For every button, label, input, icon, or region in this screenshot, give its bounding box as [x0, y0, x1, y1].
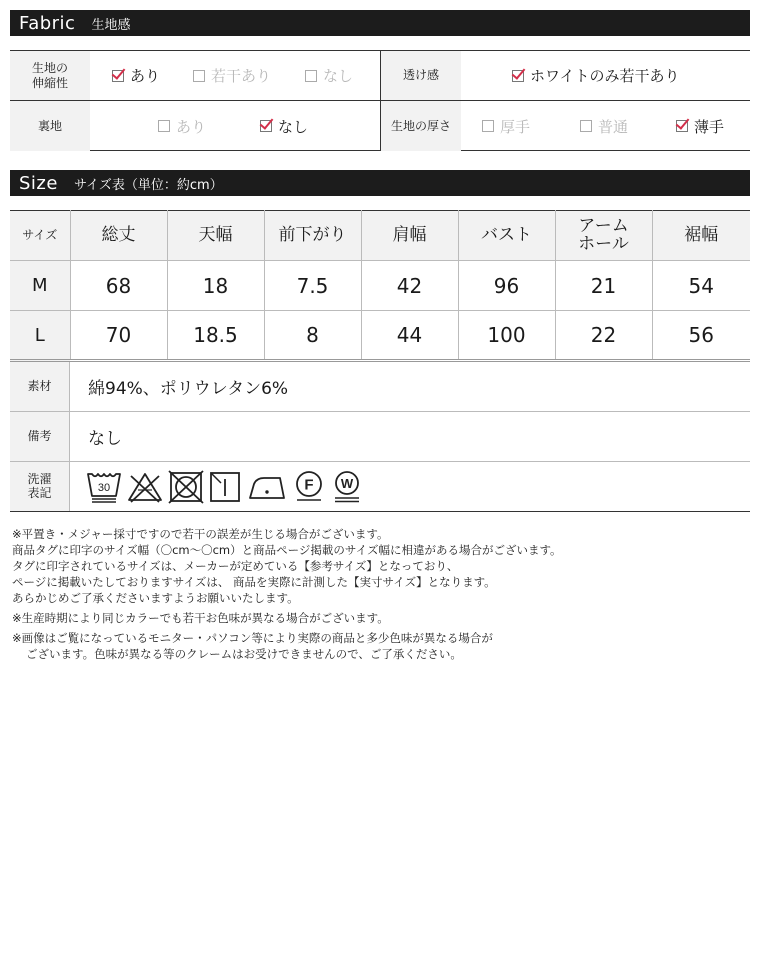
thickness-option-thick[interactable]	[482, 101, 530, 151]
sheer-option-white-slight[interactable]	[512, 51, 680, 100]
thickness-label-text: 生地の厚さ	[390, 118, 451, 133]
care-label	[10, 462, 70, 511]
table-cell: 54	[652, 261, 750, 311]
table-cell: 8	[264, 311, 361, 361]
stretch-option-yes[interactable]	[112, 51, 160, 100]
product-info-table	[10, 362, 750, 512]
col-armhole	[555, 211, 652, 261]
wash-30-icon	[86, 470, 122, 504]
wet-clean-w-icon	[330, 470, 364, 504]
table-cell: 21	[555, 261, 652, 311]
material-label: 素材	[10, 362, 70, 411]
size-section-header	[10, 170, 750, 196]
table-cell: 70	[70, 311, 167, 361]
option-label: ホワイトのみ若干あり	[530, 67, 680, 85]
col-shoulder-width: 肩幅	[361, 211, 458, 261]
stretch-label-line2: 伸縮性	[31, 75, 68, 90]
table-cell: 22	[555, 311, 652, 361]
no-bleach-icon	[126, 470, 164, 504]
size-heading-jp: サイズ表（単位：約cm）	[73, 177, 223, 193]
size-header-row	[10, 211, 750, 261]
sheer-label	[381, 51, 461, 100]
thickness-label	[381, 101, 461, 151]
armhole-line2: ホール	[578, 233, 629, 254]
table-cell: 96	[458, 261, 555, 311]
checkbox-empty-icon	[158, 120, 170, 132]
size-table	[10, 210, 750, 362]
lining-label	[10, 101, 90, 151]
notes-row	[10, 412, 750, 462]
wash-temp: 30	[97, 481, 111, 494]
fabric-row-2	[10, 101, 750, 151]
table-cell: 56	[652, 311, 750, 361]
stretch-option-none[interactable]	[305, 51, 353, 100]
table-cell: 42	[361, 261, 458, 311]
size-row-m	[10, 261, 750, 311]
stretch-option-slight[interactable]	[193, 51, 271, 100]
armhole-line1: アーム	[578, 215, 629, 236]
disclaimer-line: ※平置き・メジャー採寸ですので若干の誤差が生じる場合がございます。	[12, 527, 389, 541]
table-cell: 44	[361, 311, 458, 361]
checkbox-empty-icon	[305, 70, 317, 82]
fabric-table	[10, 50, 750, 151]
option-label: あり	[130, 67, 161, 85]
col-top-width: 天幅	[167, 211, 264, 261]
option-label: なし	[278, 117, 309, 136]
size-row-l	[10, 311, 750, 361]
lining-option-no[interactable]	[260, 101, 308, 151]
col-total-length: 総丈	[70, 211, 167, 261]
dry-clean-f-icon	[292, 470, 326, 504]
disclaimer-line: ございます。色味が異なる等のクレームはお受けできませんので、ご了承ください。	[26, 647, 462, 661]
iron-low-icon	[246, 470, 288, 504]
checkbox-empty-icon	[193, 70, 205, 82]
fabric-row-1	[10, 51, 750, 101]
table-cell: 100	[458, 311, 555, 361]
sheer-label-text: 透け感	[402, 68, 439, 83]
checkbox-checked-icon	[512, 70, 524, 82]
disclaimer-notes	[12, 526, 748, 662]
col-hem-width: 裾幅	[652, 211, 750, 261]
col-bust: バスト	[458, 211, 555, 261]
thickness-option-normal[interactable]	[580, 101, 628, 151]
lining-option-yes[interactable]	[158, 101, 206, 151]
care-icons	[86, 462, 364, 511]
table-cell: 18	[167, 261, 264, 311]
checkbox-checked-icon	[112, 70, 124, 82]
stretch-label-line1: 生地の	[31, 61, 68, 76]
material-value: 綿94%、ポリウレタン6%	[88, 379, 289, 399]
line-dry-shade-icon	[208, 470, 242, 504]
care-label-line2: 表記	[27, 485, 52, 500]
notes-value: なし	[88, 429, 122, 449]
size-corner-label: サイズ	[10, 211, 70, 261]
fabric-section-header	[10, 10, 750, 36]
disclaimer-line: 商品タグに印字のサイズ幅（〇cm〜〇cm）と商品ページ掲載のサイズ幅に相違がある場合がございます。	[12, 543, 562, 557]
disclaimer-line: タグに印字されているサイズは、メーカーが定めている【参考サイズ】となっており、	[12, 559, 459, 573]
option-label: なし	[323, 67, 354, 85]
table-cell: 68	[70, 261, 167, 311]
disclaimer-line: ※生産時期により同じカラーでも若干お色味が異なる場合がございます。	[12, 611, 389, 625]
size-heading-en: Size	[19, 172, 58, 194]
fabric-heading-jp: 生地感	[91, 17, 131, 33]
option-label: 薄手	[694, 117, 725, 136]
size-label-l: L	[10, 311, 70, 361]
lining-label-text: 裏地	[37, 118, 62, 133]
care-row	[10, 462, 750, 512]
care-label-line1: 洗濯	[27, 471, 52, 486]
checkbox-checked-icon	[676, 120, 688, 132]
fabric-heading-en: Fabric	[19, 12, 76, 34]
no-tumble-dry-icon	[168, 470, 204, 504]
checkbox-empty-icon	[580, 120, 592, 132]
disclaimer-line: ※画像はご覧になっているモニター・パソコン等により実際の商品と多少色味が異なる場合が	[12, 631, 493, 645]
size-label-m: M	[10, 261, 70, 311]
wet-clean-letter: W	[340, 475, 354, 491]
material-row	[10, 362, 750, 412]
option-label: 厚手	[500, 117, 531, 136]
disclaimer-line: ページに掲載いたしておりますサイズは、 商品を実際に計測した【実寸サイズ】となります。	[12, 575, 496, 589]
col-front-drop: 前下がり	[264, 211, 361, 261]
stretch-label	[10, 51, 90, 100]
thickness-option-thin[interactable]	[676, 101, 724, 151]
table-cell: 18.5	[167, 311, 264, 361]
notes-label: 備考	[10, 412, 70, 461]
option-label: 普通	[598, 117, 629, 136]
checkbox-empty-icon	[482, 120, 494, 132]
table-cell: 7.5	[264, 261, 361, 311]
checkbox-checked-icon	[260, 120, 272, 132]
dry-clean-letter: F	[304, 476, 314, 493]
option-label: 若干あり	[211, 67, 272, 85]
disclaimer-line: あらかじめご了承くださいますようお願いいたします。	[12, 591, 299, 605]
option-label: あり	[176, 117, 207, 136]
